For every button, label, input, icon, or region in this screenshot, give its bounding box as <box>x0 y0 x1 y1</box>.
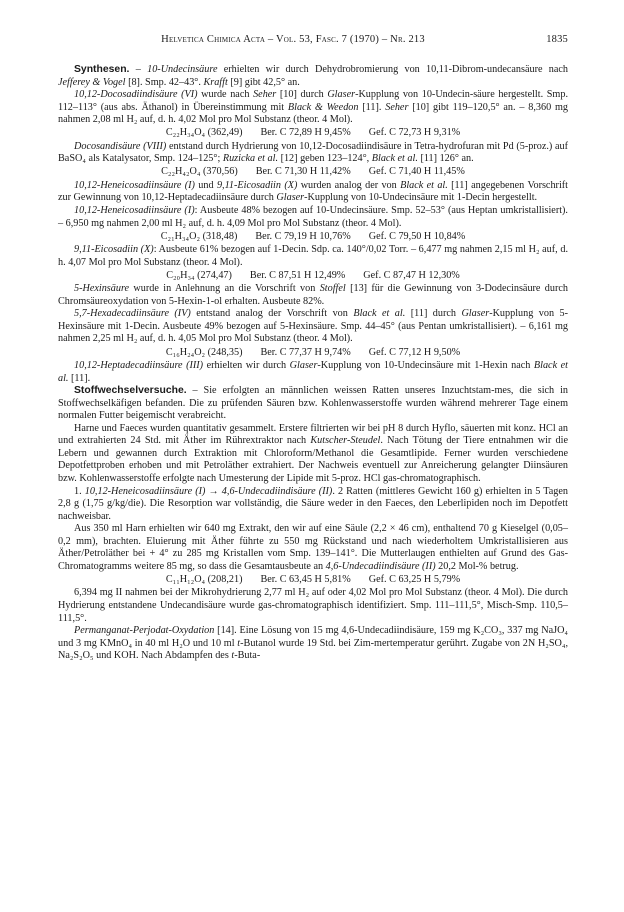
paragraph-harn-extrakt: Aus 350 ml Harn erhielten wir 640 mg Extrakt, den wir auf eine Säule (2,2 × 46 cm), enthaltend 70 g Kieselgel (0,05–0,2 mm), brachten. Eluierung mit Äther führte zu 550 mg Rückstand und nach wiederholtem Umkristallisieren aus Äther/Petroläther bei + 4° zu 285 mg Kristallen vom Smp. 139–141°. Die Mutterlaugen enthielten auf Grund des Gas-Chromatogramms weitere 85 mg, so dass die Gesamtausbeute an 4,6-Undecadiindisäure (II) 20,2 Mol-% betrug. <box>58 523 568 572</box>
running-header <box>58 34 568 52</box>
elemental-analysis-line: C₂₁H₃₄O₂ (318,48) Ber. C 79,19 H 10,76% Gef. C 79,50 H 10,84% <box>160 230 466 242</box>
journal-page <box>58 34 568 663</box>
paragraph-heneicosadiinsaeure-yield: 10,12-Heneicosadiinsäure (I): Ausbeute 48% bezogen auf 10-Undecinsäure. Smp. 52–53° (aus Heptan umkristallisiert). – 6,950 mg nahmen 2,00 ml H₂ auf, d. h. 4,09 Mol pro Mol Substanz (theor. 4 Mol). <box>58 205 568 229</box>
section-heading-synthesen: Synthesen. <box>74 64 130 75</box>
paragraph-heptadecadiinsaeure: 10,12-Heptadecadiinsäure (III) erhielten wir durch Glaser-Kupplung von 10-Undecinsäure mit 1-Hexin nach Black et al. [11]. <box>58 360 568 384</box>
section-heading-stoffwechsel: Stoffwechselversuche. <box>74 385 187 397</box>
paragraph-permanganat-oxydation: Permanganat-Perjodat-Oxydation [14]. Eine Lösung von 15 mg 4,6-Undecadiindisäure, 159 mg K₂CO₃, 337 mg NaJO₄ und 3 mg KMnO₄ in 40 ml H₂O und 10 ml t-Butanol wurde 19 Std. bei Zim-mertemperatur gerührt. Zugabe von 2N H₂SO₄, Na₂S₂O₅ und KOH. Nach Abdampfen des t-Buta- <box>58 625 568 662</box>
elemental-analysis-line: C₂₂H₄₂O₄ (370,56) Ber. C 71,30 H 11,42% Gef. C 71,40 H 11,45% <box>161 166 465 178</box>
paragraph-mikrohydrierung: 6,394 mg II nahmen bei der Mikrohydrierung 2,77 ml H₂ auf oder 4,02 Mol pro Mol Substanz (theor. 4 Mol). Die durch Hydrierung entstandene Undecandisäure wurde gas-chromatographisch identifiziert. Smp. 111–111,5°, Misch-Smp. 110,5–111,5°. <box>58 587 568 624</box>
page-number: 1835 <box>546 34 568 45</box>
paragraph-eicosadiin-yield: 9,11-Eicosadiin (X): Ausbeute 61% bezogen auf 1-Decin. Sdp. ca. 140°/0,02 Torr. – 6,477 mg nahmen 2,15 ml H₂ auf, d. h. 4,07 Mol pro Mol Substanz (theor. 4 Mol). <box>58 244 568 268</box>
paragraph-stoffwechsel-intro: Stoffwechselversuche. – Sie erfolgten an männlichen weissen Ratten unseres Inzuchtstam-mes, die sich in Stoffwechselkäfigen befanden. Die zu prüfenden Säuren bzw. Kohlenwasserstoffe wurden während mehrerer Tage einem normalen Futter beigemischt verabreicht. <box>58 385 568 422</box>
paragraph-harne-faeces: Harne und Faeces wurden quantitativ gesammelt. Erstere filtrierten wir bei pH 8 durch Hyflo, säuerten mit konz. HCl an und extrahierten 24 Std. mit Äther im Rührextraktor nach Kutscher-Steudel. Nach Tötung der Tiere entnahmen wir die Lebern und gewannen durch Extraktion mit Chloroform/Methanol die Gesamtlipide. Ferner wurden verschiedene Depotfettproben erhoben und mit Petroläther extrahiert. Der Nachweis eventuell zur Anreicherung gelangter Diinsäuren bzw. Kohlenwasserstoffe erfolgte nach Umesterung der Lipide mit 5-proz. HCl gas-chromatographisch. <box>58 422 568 484</box>
paragraph-synthesen-intro: Synthesen. – 10-Undecinsäure erhielten wir durch Dehydrobromierung von 10,11-Dibrom-undecansäure nach Jefferey & Vogel [8]. Smp. 42–43°. Krafft [9] gibt 42,5° an. <box>58 64 569 88</box>
paragraph-hexinsaeure: 5-Hexinsäure wurde in Anlehnung an die Vorschrift von Stoffel [13] für die Gewinnung von 3-Dodecinsäure durch Chromsäureoxydation von 5-Hexin-1-ol erhalten. Ausbeute 82%. <box>58 283 568 307</box>
paragraph-heneicosadiinsaeure-eicosadiin: 10,12-Heneicosadiinsäure (I) und 9,11-Eicosadiin (X) wurden analog der von Black et al. [11] angegebenen Vorschrift zur Gewinnung von 10,12-Heptadecadiinsäure durch Glaser-Kupplung von 10-Undecinsäure mit 1-Decin hergestellt. <box>58 179 568 204</box>
elemental-analysis-line: C₂₂H₃₄O₄ (362,49) Ber. C 72,89 H 9,45% Gef. C 72,73 H 9,31% <box>165 127 461 139</box>
article-body <box>58 64 568 663</box>
paragraph-hexadecadiinsaeure: 5,7-Hexadecadiinsäure (IV) entstand analog der Vorschrift von Black et al. [11] durch Glaser-Kupplung von 5-Hexinsäure mit 1-Decin. Ausbeute 49% bezogen auf 5-Hexinsäure. Smp. 44–45° (aus Pentan umkristallisiert). – 6,161 mg nahmen 2,25 ml H₂ auf, d. h. 4,05 Mol pro Mol Substanz (theor. 4 Mol). <box>58 308 569 345</box>
elemental-analysis-line: C₂₀H₃₄ (274,47) Ber. C 87,51 H 12,49% Gef. C 87,47 H 12,30% <box>166 269 460 281</box>
paragraph-docosadiindisaeure: 10,12-Docosadiindisäure (VI) wurde nach Seher [10] durch Glaser-Kupplung von 10-Undecin-säure hergestellt. Smp. 112–113° (aus abs. Äthanol) in Übereinstimmung mit Black & Weedon [11]. Seher [10] gibt 119–120,5° an. – 8,360 mg nahmen 2,08 ml H₂ auf, d. h. 4,02 Mol pro Mol Substanz (theor. 4 Mol). <box>58 89 568 126</box>
elemental-analysis-line: C₁₁H₁₂O₄ (208,21) Ber. C 63,45 H 5,81% Gef. C 63,25 H 5,79% <box>165 573 461 585</box>
paragraph-docosandisaeure: Docosandisäure (VIII) entstand durch Hydrierung von 10,12-Docosadiindisäure in Tetra-hydrofuran mit Pd (5-proz.) auf BaSO₄ als Katalysator, Smp. 124–125°; Ruzicka et al. [12] geben 123–124°, Black et al. [11] 126° an. <box>58 140 568 165</box>
running-title: Helvetica Chimica Acta – Vol. 53, Fasc. 7 (1970) – Nr. 213 <box>161 34 425 45</box>
elemental-analysis-line: C₁₆H₂₄O₂ (248,35) Ber. C 77,37 H 9,74% Gef. C 77,12 H 9,50% <box>165 346 461 358</box>
paragraph-experiment-1: 1. 10,12-Heneicosadiinsäure (I) → 4,6-Undecadiindisäure (II). 2 Ratten (mittleres Gewicht 160 g) erhielten in 5 Tagen 2,8 g (1,75 g/kg/die). Die Resorption war vollständig, die Säure weder in den Faeces, den Leberlipiden noch im Depotfett nachweisbar. <box>58 485 569 522</box>
